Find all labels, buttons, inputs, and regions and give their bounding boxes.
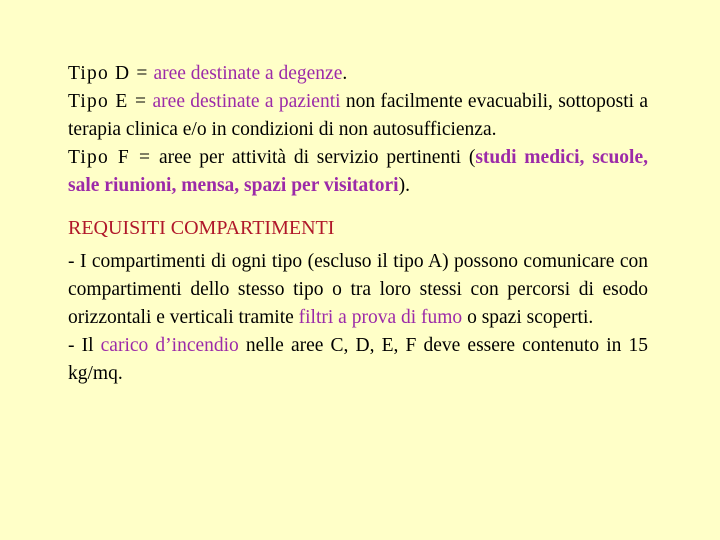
requirement-2-end: nelle aree C, D, E, F deve essere contenuto in 15 kg/mq. — [68, 335, 648, 384]
requirement-1-end: o spazi scoperti. — [467, 307, 594, 328]
requirement-2 — [68, 332, 648, 388]
requirement-2-highlight: carico d’incendio — [100, 335, 239, 356]
tipo-f-label: Tipo F = — [68, 147, 152, 168]
tipo-d-label: Tipo D = — [68, 63, 149, 84]
tipo-f-end: ). — [398, 175, 410, 196]
tipo-e-highlight: aree destinate a pazienti — [152, 91, 341, 112]
tipo-e-rest: non facilmente evacuabili, sottoposti a terapia clinica e/o in condizioni di non autosufficienza. — [68, 91, 649, 140]
requirement-1-highlight: filtri a prova di fumo — [298, 307, 463, 328]
requirement-1-text: - I compartimenti di ogni tipo (escluso il tipo A) possono comunicare con compartimenti dello stesso tipo o tra loro stessi con percorsi di esodo orizzontali e verticali tramite — [68, 251, 648, 328]
tipo-d-paragraph — [68, 60, 648, 88]
requirement-2-start: - Il — [68, 335, 94, 356]
tipo-f-paragraph — [68, 144, 648, 200]
slide-content — [68, 60, 648, 388]
tipo-d-end: . — [342, 63, 348, 84]
requirement-1 — [68, 248, 648, 332]
tipo-e-paragraph — [68, 88, 648, 144]
tipo-e-label: Tipo E = — [68, 91, 148, 112]
section-heading: REQUISITI COMPARTIMENTI — [68, 217, 335, 239]
tipo-d-description: aree destinate a degenze — [153, 63, 343, 84]
tipo-f-highlight: studi medici, scuole, sale riunioni, mensa, spazi per visitatori — [68, 147, 648, 196]
tipo-f-text: aree per attività di servizio pertinenti ( — [158, 147, 476, 168]
